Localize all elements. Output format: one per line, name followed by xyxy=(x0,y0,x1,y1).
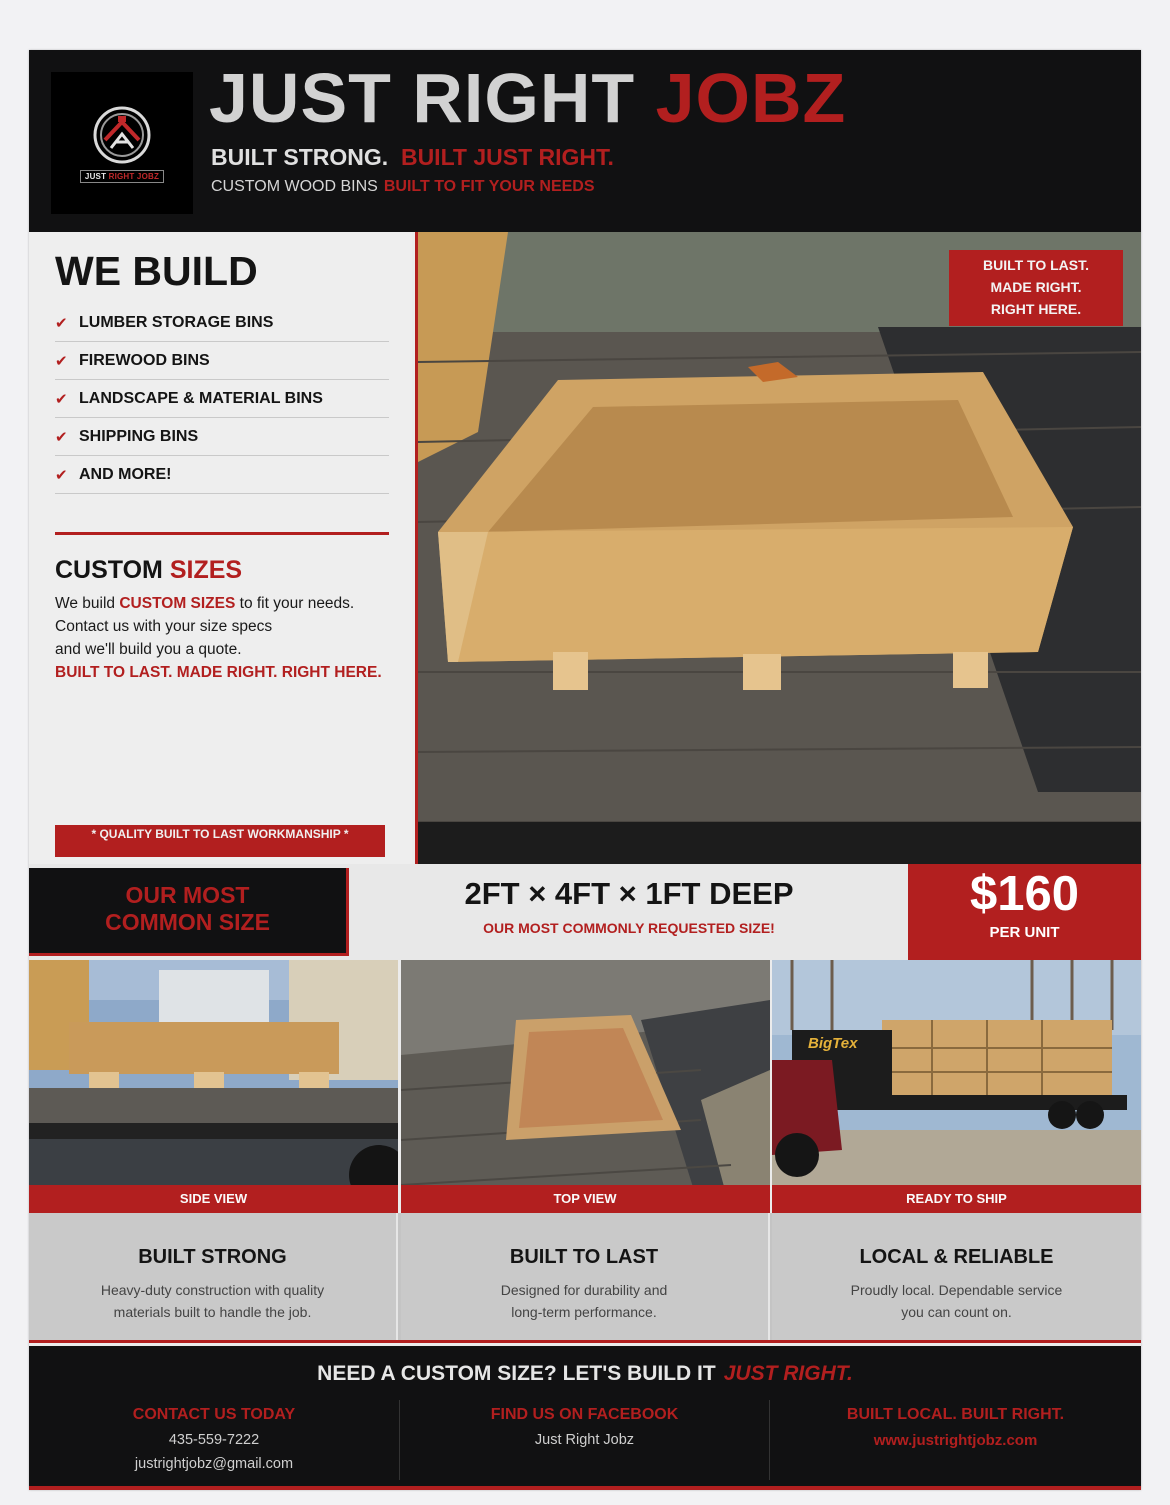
we-build-list xyxy=(55,304,389,494)
check-icon: ✔ xyxy=(55,352,68,370)
logo-emblem-icon xyxy=(91,104,153,166)
logo-text: JUST RIGHT JOBZ xyxy=(80,170,164,183)
top-view-image xyxy=(401,960,770,1213)
custom-sizes-tagline: BUILT TO LAST. MADE RIGHT. RIGHT HERE. xyxy=(55,664,382,681)
we-build-panel xyxy=(29,232,412,864)
footer-accent-line xyxy=(29,1486,1141,1490)
custom-sizes-body: We build CUSTOM SIZES to fit your needs. Contact us with your size specs and we'll build you a quote. xyxy=(55,595,355,658)
price-box xyxy=(908,864,1141,960)
ready-to-ship-image xyxy=(772,960,1141,1213)
side-view-photo xyxy=(29,960,398,1213)
size-dimensions: 2FT × 4FT × 1FT DEEP xyxy=(464,876,794,911)
common-size-band xyxy=(29,864,1141,960)
custom-sizes-title: CUSTOM SIZES xyxy=(55,556,243,584)
divider xyxy=(55,532,389,535)
photo-caption: TOP VIEW xyxy=(401,1185,770,1213)
common-size-label: OUR MOST COMMON SIZE xyxy=(29,868,349,956)
brand-title: JUST RIGHT JOBZ xyxy=(209,59,847,137)
check-icon: ✔ xyxy=(55,428,68,446)
feature-local-reliable: LOCAL & RELIABLE Proudly local. Dependable service you can count on. xyxy=(772,1213,1141,1340)
price: $160 xyxy=(969,867,1079,921)
size-note: OUR MOST COMMONLY REQUESTED SIZE! xyxy=(483,920,775,936)
list-item: ✔ FIREWOOD BINS xyxy=(55,342,389,380)
hero-photo xyxy=(415,232,1141,864)
size-spec xyxy=(351,864,907,960)
quality-badge: * QUALITY BUILT TO LAST WORKMANSHIP * xyxy=(55,825,385,857)
feature-built-strong: BUILT STRONG Heavy-duty construction with quality materials built to handle the job. xyxy=(29,1213,398,1340)
list-item: ✔ AND MORE! xyxy=(55,456,389,494)
check-icon: ✔ xyxy=(55,314,68,332)
photo-caption: SIDE VIEW xyxy=(29,1185,398,1213)
feature-built-to-last: BUILT TO LAST Designed for durability and long-term performance. xyxy=(401,1213,770,1340)
photo-caption: READY TO SHIP xyxy=(772,1185,1141,1213)
trailer-brand: BigTex xyxy=(808,1035,858,1052)
check-icon: ✔ xyxy=(55,466,68,484)
list-item: ✔ LUMBER STORAGE BINS xyxy=(55,304,389,342)
photo-gallery xyxy=(29,960,1141,1213)
contact-column: CONTACT US TODAY 435-559-7222 justrightjobz@gmail.com xyxy=(29,1400,399,1480)
features-row xyxy=(29,1213,1141,1343)
email-link[interactable]: justrightjobz@gmail.com xyxy=(134,1456,294,1472)
facebook-column: FIND US ON FACEBOOK Just Right Jobz xyxy=(399,1400,769,1480)
tagline: BUILT STRONG. BUILT JUST RIGHT. xyxy=(211,144,614,170)
local-column: BUILT LOCAL. BUILT RIGHT. www.justrightjobz.com xyxy=(769,1400,1141,1480)
footer xyxy=(29,1346,1141,1490)
price-unit: PER UNIT xyxy=(989,924,1060,941)
footer-headline: NEED A CUSTOM SIZE? LET'S BUILD IT JUST RIGHT. xyxy=(317,1362,853,1385)
side-view-image xyxy=(29,960,398,1213)
list-item: ✔ SHIPPING BINS xyxy=(55,418,389,456)
facebook-link[interactable]: Just Right Jobz xyxy=(534,1432,635,1448)
hero-badge: BUILT TO LAST. MADE RIGHT. RIGHT HERE. xyxy=(949,250,1123,326)
check-icon: ✔ xyxy=(55,390,68,408)
we-build-title: WE BUILD xyxy=(55,248,258,294)
wood-bin-photo xyxy=(418,232,1141,864)
top-view-photo xyxy=(401,960,770,1213)
ready-to-ship-photo xyxy=(772,960,1141,1213)
phone-link[interactable]: 435-559-7222 xyxy=(168,1432,260,1448)
header xyxy=(29,50,1141,232)
list-item: ✔ LANDSCAPE & MATERIAL BINS xyxy=(55,380,389,418)
logo xyxy=(51,72,193,214)
subtagline: CUSTOM WOOD BINS BUILT TO FIT YOUR NEEDS xyxy=(211,178,595,195)
flyer xyxy=(29,50,1141,1490)
website-link[interactable]: www.justrightjobz.com xyxy=(873,1432,1038,1449)
